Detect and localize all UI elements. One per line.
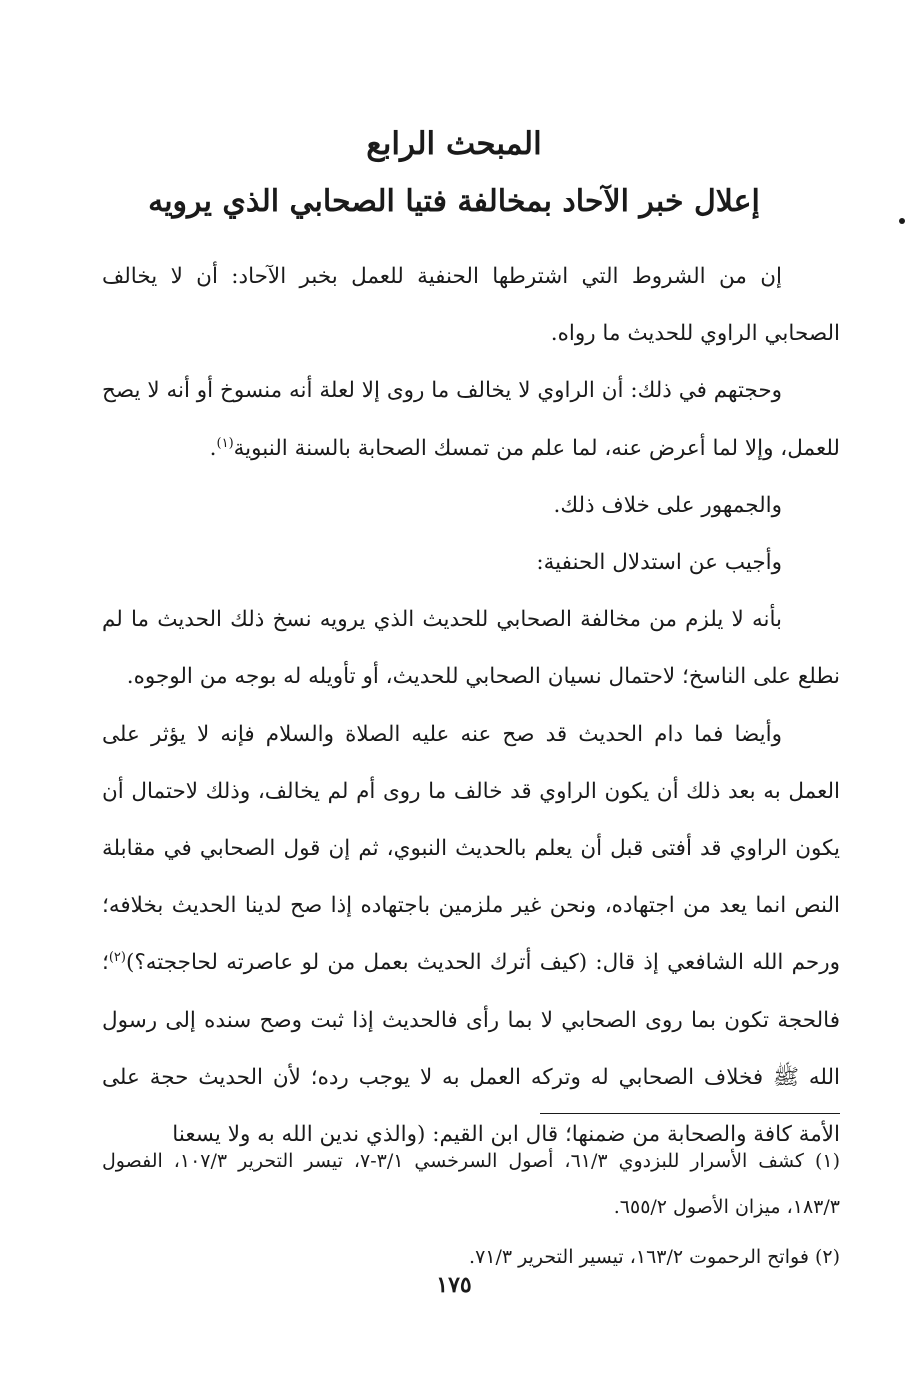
footnote-1: (١) كشف الأسرار للبزدوي ٦١/٣، أصول السرخسي ٣/١-٧، تيسر التحرير ١٠٧/٣، الفصول ١٨٣/٣، ميزان الأصول ٦٥٥/٢. (102, 1150, 840, 1218)
footnote-separator (540, 1113, 840, 1114)
paragraph-1: إن من الشروط التي اشترطها الحنفية للعمل بخبر الآحاد: أن لا يخالف الصحابي الراوي للحديث ما رواه. (102, 264, 840, 347)
footnote-ref-2[interactable]: (٢) (108, 950, 126, 966)
paragraph-5: بأنه لا يلزم من مخالفة الصحابي للحديث الذي يرويه نسخ ذلك الحديث ما لم نطلع على الناسخ؛ لاحتمال نسيان الصحابي للحديث، أو تأويله له بوجه من الوجوه. (102, 607, 840, 690)
footnote-ref-1[interactable]: (١) (216, 435, 234, 451)
paragraph-2: وحجتهم في ذلك: أن الراوي لا يخالف ما روى إلا لعلة أنه منسوخ أو أنه لا يصح للعمل، وإلا لما أعرض عنه، لما علم من تمسك الصحابة بالسنة النبوية$^{(١)}$. (102, 378, 840, 461)
body-text (102, 248, 840, 1163)
chapter-title: المبحث الرابع (366, 126, 542, 162)
paragraph-3: والجمهور على خلاف ذلك. (553, 492, 782, 518)
page-number: ١٧٥ (436, 1272, 472, 1298)
paragraph-4: وأجيب عن استدلال الحنفية: (536, 550, 782, 576)
footnote-2: (٢) فواتح الرحموت ١٦٣/٢، تيسير التحرير ٧١/٣. (469, 1246, 840, 1268)
section-title: إعلال خبر الآحاد بمخالفة فتيا الصحابي الذي يرويه (148, 184, 760, 219)
margin-dot (899, 218, 905, 224)
footnotes (102, 1138, 840, 1280)
paragraph-6: وأيضا فما دام الحديث قد صح عنه عليه الصلاة والسلام فإنه لا يؤثر على العمل به بعد ذلك أن يكون الراوي قد خالف ما روى أم لم يخالف، وذلك لاحتمال أن يكون الراوي قد أفتى قبل أن يعلم بالحديث النبوي، ثم إن قول الصحابي في مقابلة النص انما يعد من اجتهاده، ونحن غير ملزمين باجتهاده إذا صح لدينا الحديث بخلافه؛ ورحم الله الشافعي إذ قال: (كيف أترك الحديث بعمل من لو عاصرته لحاججته؟)$^{(٢)}$؛ فالحجة تكون بما روى الصحابي لا بما رأى فالحديث إذا ثبت وصح سنده إلى رسول الله ﷺ فخلاف الصحابي له وتركه العمل به لا يوجب رده؛ لأن الحديث حجة على الأمة كافة والصحابة من ضمنها؛ قال ابن القيم: (والذي ندين الله به ولا يسعنا (102, 721, 840, 1148)
